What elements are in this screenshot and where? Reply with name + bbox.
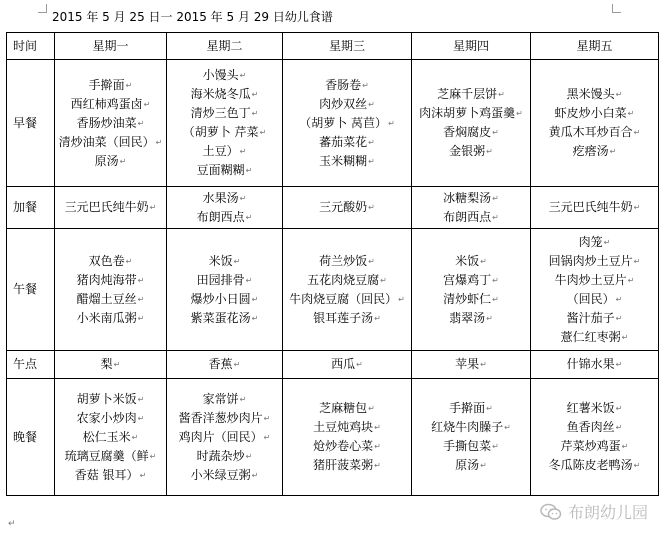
menu-cell [531,351,659,379]
paragraph-mark: ↵ [368,99,375,109]
dish-name: 黑米馒头 [566,87,615,101]
dish-name: 琉璃豆腐羹（鲜 [64,448,149,463]
dish-line [167,85,282,104]
dish-line [167,208,282,227]
dish-name: （胡萝卜 莴苣） [299,115,388,130]
dish-line [412,189,530,208]
paragraph-mark: ↵ [368,137,375,147]
dish-line [283,437,411,456]
paragraph-mark: ↵ [368,256,375,266]
dish-line [412,208,530,227]
dish-name: 农家小炒肉 [76,410,137,425]
paragraph-mark: ↵ [233,256,241,266]
menu-cell [531,187,659,229]
paragraph-mark: ↵ [137,118,145,128]
paragraph-mark: ↵ [492,442,499,451]
paragraph-mark: ↵ [627,275,635,285]
paragraph-mark: ↵ [8,519,16,529]
paragraph-mark: ↵ [609,147,617,156]
dish-name: 银耳莲子汤 [313,310,374,325]
paragraph-mark: ↵ [480,256,487,266]
menu-cell [167,379,283,496]
dish-name: 土豆炖鸡块 [313,420,374,434]
dish-name: 海米烧冬瓜 [190,87,251,101]
dish-line [167,409,282,428]
dish-line [283,456,411,475]
menu-cell [531,60,659,187]
dish-name: 松仁玉米 [82,429,131,444]
meal-label: 午餐 [7,229,55,351]
menu-cell [55,229,167,351]
paragraph-mark: ↵ [368,156,375,166]
paragraph-mark: ↵ [492,294,499,304]
paragraph-mark: ↵ [137,413,145,423]
dish-name: （回民） [566,291,615,306]
menu-cell [55,60,167,187]
paragraph-mark: ↵ [251,294,259,304]
dish-name: 时蔬杂炒 [196,448,245,463]
dish-name: 炝炒卷心菜 [313,439,374,453]
dish-name: 胡萝卜米饭 [76,391,137,406]
dish-line [412,290,530,309]
dish-line [55,76,166,95]
dish-line [531,399,658,418]
dish-line [412,437,530,456]
dish-line [167,189,282,208]
paragraph-mark: ↵ [263,413,271,423]
paragraph-mark: ↵ [149,451,157,461]
menu-cell [167,60,283,187]
dish-line [55,252,166,271]
dish-line [55,198,166,217]
dish-name: 虾皮炒小白菜 [554,106,627,120]
dish-name: 原汤 [455,458,480,472]
dish-line [55,290,166,309]
dish-line [283,355,411,374]
paragraph-mark: ↵ [125,256,133,266]
dish-name: 清炒油菜（回民） [58,134,155,149]
paragraph-mark: ↵ [603,237,611,247]
dish-name: 小米绿豆粥 [190,467,251,482]
dish-name: 原汤 [94,153,119,168]
meal-row [7,379,659,496]
dish-line [531,198,658,217]
dish-name: 西瓜 [331,357,356,371]
paragraph-mark: ↵ [633,461,641,470]
paragraph-mark: ↵ [239,147,247,156]
dish-line [55,390,166,409]
paragraph-mark: ↵ [368,404,375,413]
dish-line [412,252,530,271]
dish-line [167,428,282,447]
dish-line [167,252,282,271]
dish-line [167,66,282,85]
menu-cell [531,379,659,496]
dish-name: 手擀面 [449,401,486,415]
paragraph-mark: ↵ [615,90,623,99]
dish-line [531,456,658,475]
paragraph-mark: ↵ [633,256,641,266]
dish-name: 田园排骨 [196,272,245,287]
dish-line [283,133,411,152]
dish-line [283,95,411,114]
column-header: 星期五 [531,33,659,60]
menu-cell [531,229,659,351]
dish-line [55,114,166,133]
dish-name: 小馒头 [202,68,239,82]
dish-line [531,418,658,437]
dish-name: 牛肉烧豆腐（回民） [289,291,398,306]
paragraph-mark: ↵ [149,203,157,212]
paragraph-mark: ↵ [251,470,259,480]
paragraph-mark: ↵ [516,109,523,118]
column-header: 星期一 [55,33,167,60]
paragraph-mark: ↵ [137,313,145,323]
dish-line [531,328,658,347]
dish-name: 水果汤 [202,190,239,205]
paragraph-mark: ↵ [621,442,629,451]
dish-line [531,252,658,271]
dish-name: 米饭 [455,253,480,268]
dish-name: 小米南瓜粥 [76,310,137,325]
dish-name: 薏仁红枣粥 [560,329,621,344]
paragraph-mark: ↵ [615,404,623,413]
dish-line [531,290,658,309]
dish-line [412,104,530,123]
paragraph-mark: ↵ [356,360,363,369]
column-header: 星期二 [167,33,283,60]
menu-cell [283,379,412,496]
dish-line [55,133,166,152]
dish-line [531,437,658,456]
meal-label: 早餐 [7,60,55,187]
dish-line [167,142,282,161]
dish-name: 醋熘土豆丝 [76,291,137,306]
dish-line [283,418,411,437]
dish-line [283,271,411,290]
dish-name: 鱼香肉丝 [566,420,615,434]
dish-line [412,123,530,142]
paragraph-mark: ↵ [263,432,271,442]
paragraph-mark: ↵ [125,80,133,90]
paragraph-mark: ↵ [615,294,623,304]
meal-row [7,60,659,187]
meal-label: 午点 [7,351,55,379]
dish-line [412,355,530,374]
dish-line [55,466,166,485]
dish-line [531,85,658,104]
margin-corner-mark [38,4,47,13]
paragraph-mark: ↵ [245,212,253,222]
dish-name: 冰糖梨汤 [443,190,492,205]
page-title: 2015 年 5 月 25 日一 2015 年 5 月 29 日幼儿食谱 [52,10,333,24]
dish-name: 回锅肉炒土豆片 [548,253,633,268]
meal-label: 晚餐 [7,379,55,496]
paragraph-mark: ↵ [143,99,151,109]
dish-name: 芝麻千层饼 [437,87,498,101]
dish-line [531,233,658,252]
dish-name: 疙瘩汤 [572,144,609,158]
paragraph-mark: ↵ [504,423,511,432]
paragraph-mark: ↵ [239,394,247,404]
paragraph-mark: ↵ [480,360,487,369]
dish-name: 梨 [100,357,113,371]
paragraph-mark: ↵ [155,137,163,147]
dish-line [283,76,411,95]
dish-line [531,142,658,161]
paragraph-mark: ↵ [398,294,405,304]
dish-line [531,271,658,290]
dish-name: （胡萝卜 芹菜 [182,125,259,139]
menu-cell [412,60,531,187]
dish-line [167,104,282,123]
menu-cell [412,379,531,496]
menu-cell [55,187,167,229]
column-header: 星期四 [412,33,531,60]
menu-table [6,32,659,496]
dish-name: 手擀面 [88,77,125,92]
column-header: 时间 [7,33,55,60]
paragraph-mark: ↵ [251,90,259,99]
dish-line [283,114,411,133]
paragraph-mark: ↵ [380,275,387,285]
dish-line [55,409,166,428]
paragraph-mark: ↵ [486,147,493,156]
column-header: 星期三 [283,33,412,60]
menu-cell [412,229,531,351]
dish-line [167,290,282,309]
paragraph-mark: ↵ [233,360,241,369]
dish-line [283,252,411,271]
dish-line [283,309,411,328]
paragraph-mark: ↵ [245,451,253,461]
paragraph-mark: ↵ [374,461,381,470]
dish-name: 什锦水果 [566,357,615,371]
dish-name: 紫菜蛋花汤 [190,310,251,325]
dish-name: 三元巴氏纯牛奶 [548,200,633,214]
paragraph-mark: ↵ [486,404,493,413]
dish-line [167,447,282,466]
menu-cell [283,351,412,379]
paragraph-mark: ↵ [374,423,381,432]
dish-name: 爆炒小日圆 [190,291,251,306]
dish-line [167,390,282,409]
dish-line [531,309,658,328]
dish-line [167,271,282,290]
dish-name: 布朗西点 [443,209,492,224]
paragraph-mark: ↵ [492,193,499,203]
dish-line [412,418,530,437]
paragraph-mark: ↵ [239,71,247,80]
meal-row [7,187,659,229]
dish-line [55,271,166,290]
paragraph-mark: ↵ [492,128,499,137]
dish-line [167,355,282,374]
margin-corner-mark [612,4,621,13]
dish-name: 芝麻糖包 [319,401,368,415]
dish-name: 米饭 [208,253,233,268]
menu-cell [167,187,283,229]
dish-name: 红烧牛肉臊子 [431,420,504,434]
paragraph-mark: ↵ [239,193,247,203]
paragraph-mark: ↵ [362,80,369,90]
dish-name: 清炒虾仁 [443,291,492,306]
dish-line [167,466,282,485]
dish-line [55,447,166,466]
dish-name: 黄瓜木耳炒百合 [548,125,633,139]
paragraph-mark: ↵ [137,394,145,404]
dish-name: 猪肝菠菜粥 [313,458,374,472]
menu-cell [55,351,167,379]
menu-cell [167,351,283,379]
dish-line [531,104,658,123]
paragraph-mark: ↵ [498,90,505,99]
paragraph-mark: ↵ [245,275,253,285]
dish-name: 猪肉炖海带 [76,272,137,287]
paragraph-mark: ↵ [388,118,395,128]
dish-line [55,428,166,447]
dish-line [412,271,530,290]
dish-name: 五花肉烧豆腐 [307,272,380,287]
menu-cell [283,229,412,351]
dish-name: 肉炒双丝 [319,96,368,111]
paragraph-mark: ↵ [633,203,641,212]
dish-line [55,95,166,114]
dish-name: 酱香洋葱炒肉片 [178,410,263,425]
paragraph-mark: ↵ [119,156,127,166]
dish-name: 肉沫胡萝卜鸡蛋羹 [419,106,516,120]
dish-line [412,399,530,418]
meal-label: 加餐 [7,187,55,229]
wechat-bubbles-icon [540,503,562,521]
paragraph-mark: ↵ [615,423,623,432]
menu-cell [283,60,412,187]
dish-line [531,123,658,142]
paragraph-mark: ↵ [139,470,147,480]
dish-name: 香菇 银耳） [74,467,139,482]
paragraph-mark: ↵ [113,360,121,369]
dish-name: 苹果 [455,357,480,371]
menu-cell [55,379,167,496]
dish-name: 西红柿鸡蛋卤 [70,96,143,111]
dish-name: 宫爆鸡丁 [443,272,492,287]
dish-name: 红薯米饭 [566,401,615,415]
dish-name: 三元酸奶 [319,200,368,214]
dish-name: 土豆） [202,144,239,158]
dish-name: 香肠炒油菜 [76,115,137,130]
dish-name: 布朗西点 [196,209,245,224]
dish-name: 三元巴氏纯牛奶 [64,200,149,214]
dish-line [412,456,530,475]
dish-line [167,123,282,142]
dish-name: 金银粥 [449,144,486,158]
paragraph-mark: ↵ [615,360,623,369]
dish-name: 手撕包菜 [443,439,492,453]
dish-line [531,355,658,374]
dish-name: 家常饼 [202,391,239,406]
dish-line [55,152,166,171]
paragraph-mark: ↵ [374,442,381,451]
dish-name: 酱汁茄子 [566,310,615,325]
paragraph-mark: ↵ [131,432,139,442]
dish-name: 牛肉炒土豆片 [554,272,627,287]
dish-line [283,198,411,217]
dish-name: 香肠卷 [325,77,362,92]
menu-cell [412,187,531,229]
paragraph-mark: ↵ [259,128,267,137]
paragraph-mark: ↵ [627,109,635,118]
paragraph-mark: ↵ [137,294,145,304]
dish-line [412,142,530,161]
dish-line [167,161,282,180]
dish-name: 荷兰炒饭 [319,253,368,268]
meal-row [7,351,659,379]
dish-name: 清炒三色丁 [190,106,251,120]
paragraph-mark: ↵ [480,461,487,470]
dish-name: 玉米糊糊 [319,153,368,168]
meal-row [7,229,659,351]
paragraph-mark: ↵ [251,313,259,323]
paragraph-mark: ↵ [368,203,375,212]
header-row [7,33,659,60]
dish-line [283,152,411,171]
paragraph-mark: ↵ [615,313,623,323]
paragraph-mark: ↵ [137,275,145,285]
dish-name: 豆面糊糊 [196,163,245,177]
paragraph-mark: ↵ [245,166,253,175]
dish-name: 双色卷 [88,253,125,268]
dish-name: 翡翠汤 [449,310,486,325]
dish-name: 鸡肉片（回民） [178,429,263,444]
menu-cell [167,229,283,351]
dish-name: 蕃茄菜花 [319,134,368,149]
dish-line [412,85,530,104]
dish-line [283,290,411,309]
dish-line [283,399,411,418]
dish-line [167,309,282,328]
dish-name: 芹菜炒鸡蛋 [560,439,621,453]
dish-name: 冬瓜陈皮老鸭汤 [548,458,633,472]
paragraph-mark: ↵ [486,313,493,323]
paragraph-mark: ↵ [633,128,641,137]
dish-name: 香蕉 [208,357,233,371]
dish-line [55,309,166,328]
dish-name: 肉笼 [578,234,603,249]
dish-line [412,309,530,328]
menu-cell [412,351,531,379]
paragraph-mark: ↵ [374,313,381,323]
dish-name: 香焖腐皮 [443,125,492,139]
paragraph-mark: ↵ [621,332,629,342]
paragraph-mark: ↵ [492,212,499,222]
watermark [540,500,648,523]
dish-line [55,355,166,374]
paragraph-mark: ↵ [251,109,259,118]
watermark-text: 布朗幼儿园 [567,503,648,522]
menu-cell [283,187,412,229]
paragraph-mark: ↵ [492,275,499,285]
